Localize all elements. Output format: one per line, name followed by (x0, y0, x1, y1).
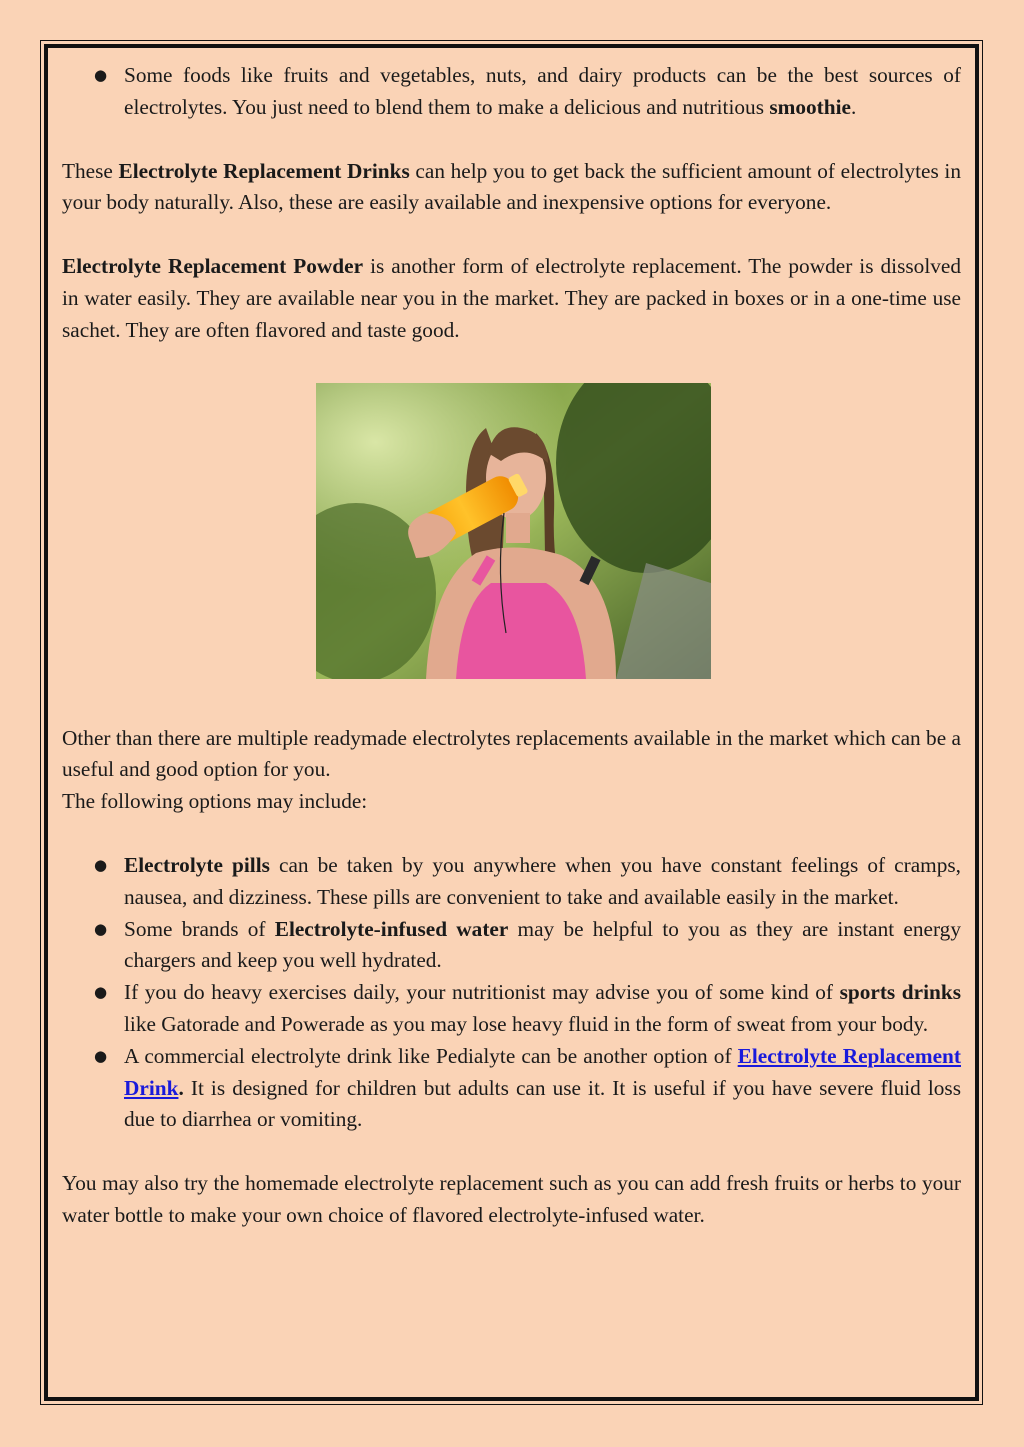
bold-term: Electrolyte Replacement Drinks (118, 158, 410, 183)
photo-container (62, 383, 961, 679)
list-item: ● Electrolyte pills can be taken by you anywhere when you have constant feelings of cramps, nausea, and dizziness. These pills are convenient to take and available easily in the market. (62, 850, 961, 914)
bold-term: sports drinks (839, 980, 961, 1005)
document-body (62, 60, 961, 1232)
bullet-list-top (62, 60, 961, 124)
list-item: ● If you do heavy exercises daily, your nutritionist may advise you of some kind of sports drinks like Gatorade and Powerade as you may lose heavy fluid in the form of sweat from your body. (62, 977, 961, 1041)
electrolyte-replacement-drink-link[interactable]: Electrolyte Replacement Drink (124, 1043, 961, 1100)
paragraph-readymade: Other than there are multiple readymade electrolytes replacements available in the market which can be a useful and good option for you. (62, 725, 961, 782)
bold-term: Electrolyte Replacement Powder (62, 254, 364, 279)
bold-term: smoothie (769, 94, 851, 119)
list-item: ● A commercial electrolyte drink like Pedialyte can be another option of Electrolyte Replacement Drink. It is designed for children but adults can use it. It is useful if you have severe fluid loss due to diarrhea or vomiting. (62, 1041, 961, 1136)
paragraph-options-intro: The following options may include: (62, 789, 368, 814)
paragraph-homemade: You may also try the homemade electrolyte replacement such as you can add fresh fruits or herbs to your water bottle to make your own choice of flavored electrolyte-infused water. (62, 1171, 961, 1227)
bold-term: Electrolyte-infused water (274, 916, 509, 941)
list-item: ● Some foods like fruits and vegetables, nuts, and dairy products can be the best sources of electrolytes. You just need to blend them to make a delicious and nutritious smoothie. (62, 60, 961, 124)
bullet-list-options (62, 850, 961, 1136)
paragraph-drinks: These Electrolyte Replacement Drinks can help you to get back the sufficient amount of electrolytes in your body naturally. Also, these are easily available and inexpensive options for everyone. (62, 158, 961, 215)
list-item: ● Some brands of Electrolyte-infused water may be helpful to you as they are instant energy chargers and keep you well hydrated. (62, 914, 961, 978)
woman-drinking-photo (316, 383, 711, 679)
bold-term: Electrolyte pills (124, 852, 270, 877)
paragraph-powder: Electrolyte Replacement Powder is another form of electrolyte replacement. The powder is dissolved in water easily. They are available near you in the market. They are packed in boxes or in a one-time use sachet. They are often flavored and taste good. (62, 254, 961, 342)
